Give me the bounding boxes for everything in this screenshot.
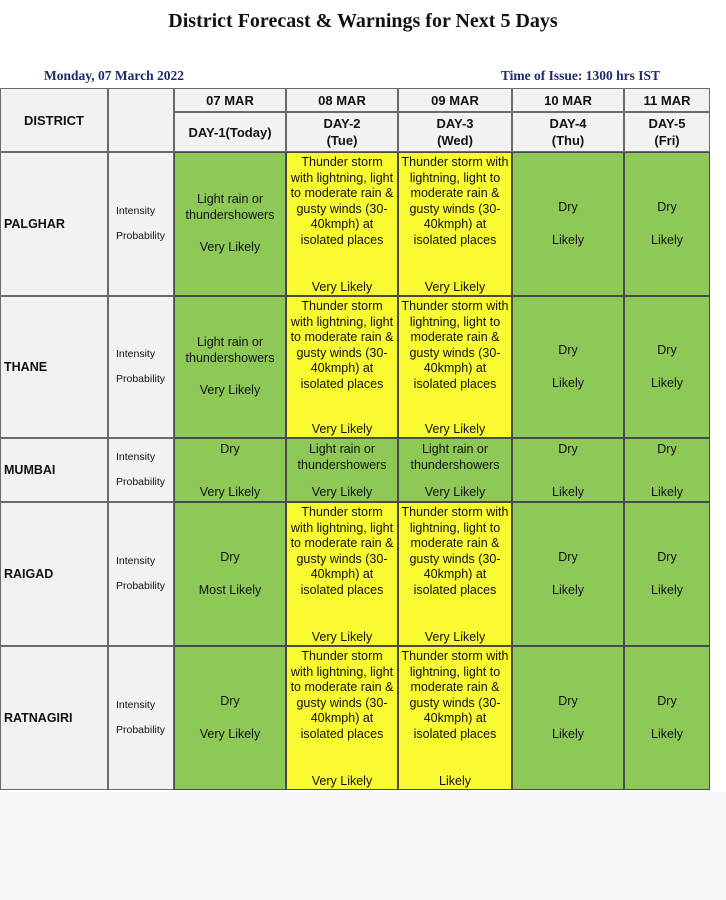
day-date-header xyxy=(624,88,710,112)
day-label: DAY-5 xyxy=(648,116,686,131)
probability-label: Probability xyxy=(116,230,166,242)
forecast-cell xyxy=(512,438,624,502)
forecast-intensity: Thunder storm with lightning, light to moderate rain & gusty winds (30-40kmph) at isolated places xyxy=(290,155,394,247)
forecast-cell xyxy=(286,438,398,502)
day-label: DAY-1(Today) xyxy=(188,124,272,140)
day-date-header xyxy=(512,88,624,112)
forecast-cell xyxy=(174,646,286,790)
forecast-probability: Very Likely xyxy=(311,484,373,499)
day-date: 11 MAR xyxy=(643,92,691,108)
forecast-cell xyxy=(286,502,398,646)
day-date: 08 MAR xyxy=(318,92,366,108)
intensity-label: Intensity xyxy=(116,205,156,217)
day-name-header xyxy=(286,112,398,152)
day-weekday: (Thu) xyxy=(551,133,585,148)
forecast-intensity: Dry xyxy=(220,550,240,564)
forecast-cell xyxy=(174,296,286,438)
day-name-header xyxy=(174,112,286,152)
forecast-cell xyxy=(398,152,512,296)
forecast-probability: Very Likely xyxy=(311,422,373,436)
forecast-intensity: Thunder storm with lightning, light to moderate rain & gusty winds (30-40kmph) at isolated places xyxy=(401,649,509,741)
forecast-intensity: Dry xyxy=(657,442,677,456)
issue-time: Time of Issue: 1300 hrs IST xyxy=(500,68,660,83)
forecast-probability: Likely xyxy=(552,375,584,390)
forecast-probability: Likely xyxy=(552,484,584,499)
day-date: 10 MAR xyxy=(544,92,592,108)
district-name-cell xyxy=(0,296,108,438)
day-name-header xyxy=(512,112,624,152)
forecast-cell xyxy=(512,296,624,438)
forecast-cell xyxy=(174,438,286,502)
issue-date: Monday, 07 March 2022 xyxy=(44,68,185,83)
forecast-cell xyxy=(512,152,624,296)
forecast-cell xyxy=(398,502,512,646)
district-name: PALGHAR xyxy=(4,217,65,231)
district-name: RAIGAD xyxy=(4,567,54,581)
district-name: THANE xyxy=(4,360,48,374)
forecast-intensity: Light rain or thundershowers xyxy=(185,335,275,365)
forecast-probability: Most Likely xyxy=(198,582,262,597)
forecast-intensity: Dry xyxy=(220,694,240,708)
forecast-cell xyxy=(624,502,710,646)
intensity-label: Intensity xyxy=(116,348,156,360)
forecast-probability: Very Likely xyxy=(199,484,261,499)
forecast-probability: Likely xyxy=(651,375,683,390)
page-title: District Forecast & Warnings for Next 5 Days xyxy=(168,10,558,32)
district-name-cell xyxy=(0,502,108,646)
forecast-intensity: Dry xyxy=(657,694,677,708)
probability-label: Probability xyxy=(116,476,166,488)
forecast-intensity: Dry xyxy=(657,550,677,564)
forecast-probability: Very Likely xyxy=(199,383,261,398)
intensity-probability-labels xyxy=(108,296,174,438)
forecast-probability: Likely xyxy=(651,232,683,247)
district-name-cell xyxy=(0,438,108,502)
forecast-probability: Very Likely xyxy=(424,484,486,499)
day-date-header xyxy=(398,88,512,112)
forecast-probability: Likely xyxy=(651,582,683,597)
district-name-cell xyxy=(0,646,108,790)
forecast-probability: Very Likely xyxy=(311,774,373,788)
forecast-intensity: Light rain or thundershowers xyxy=(185,192,275,222)
forecast-probability: Very Likely xyxy=(199,726,261,741)
intensity-label: Intensity xyxy=(116,555,156,567)
forecast-intensity: Dry xyxy=(558,442,578,456)
forecast-cell xyxy=(286,296,398,438)
district-header xyxy=(0,88,108,152)
forecast-probability: Likely xyxy=(552,232,584,247)
district-name: MUMBAI xyxy=(4,463,56,477)
forecast-intensity: Light rain or thundershowers xyxy=(297,442,387,472)
forecast-probability: Very Likely xyxy=(311,280,373,294)
intensity-probability-labels xyxy=(108,152,174,296)
label-column-header xyxy=(108,88,174,152)
forecast-probability: Likely xyxy=(439,774,471,788)
forecast-cell xyxy=(286,646,398,790)
day-date-header xyxy=(174,88,286,112)
forecast-probability: Very Likely xyxy=(311,630,373,644)
district-name: RATNAGIRI xyxy=(4,711,73,725)
day-weekday: (Fri) xyxy=(654,133,680,148)
day-weekday: (Wed) xyxy=(437,133,473,148)
day-name-header xyxy=(624,112,710,152)
forecast-cell xyxy=(286,152,398,296)
day-name-header xyxy=(398,112,512,152)
forecast-intensity: Thunder storm with lightning, light to moderate rain & gusty winds (30-40kmph) at isolated places xyxy=(290,299,394,391)
forecast-cell xyxy=(624,438,710,502)
intensity-probability-labels xyxy=(108,646,174,790)
forecast-intensity: Thunder storm with lightning, light to moderate rain & gusty winds (30-40kmph) at isolated places xyxy=(290,649,394,741)
intensity-probability-labels xyxy=(108,438,174,502)
forecast-cell xyxy=(398,296,512,438)
forecast-probability: Very Likely xyxy=(424,630,486,644)
day-date-header xyxy=(286,88,398,112)
day-label: DAY-4 xyxy=(549,116,587,131)
day-date: 09 MAR xyxy=(431,92,479,108)
forecast-intensity: Dry xyxy=(220,442,240,456)
forecast-intensity: Dry xyxy=(657,200,677,214)
forecast-intensity: Light rain or thundershowers xyxy=(410,442,500,472)
probability-label: Probability xyxy=(116,724,166,736)
day-weekday: (Tue) xyxy=(326,133,358,148)
forecast-intensity: Thunder storm with lightning, light to moderate rain & gusty winds (30-40kmph) at isolated places xyxy=(401,299,509,391)
forecast-intensity: Thunder storm with lightning, light to moderate rain & gusty winds (30-40kmph) at isolated places xyxy=(401,505,509,597)
district-header-label: DISTRICT xyxy=(24,112,84,128)
forecast-probability: Likely xyxy=(651,726,683,741)
forecast-probability: Likely xyxy=(552,726,584,741)
forecast-cell xyxy=(624,296,710,438)
forecast-intensity: Dry xyxy=(558,550,578,564)
district-name-cell xyxy=(0,152,108,296)
forecast-probability: Very Likely xyxy=(424,422,486,436)
forecast-intensity: Dry xyxy=(558,343,578,357)
forecast-probability: Likely xyxy=(552,582,584,597)
intensity-label: Intensity xyxy=(116,699,156,711)
day-label: DAY-2 xyxy=(323,116,361,131)
forecast-intensity: Dry xyxy=(558,694,578,708)
forecast-cell xyxy=(174,152,286,296)
forecast-intensity: Dry xyxy=(657,343,677,357)
forecast-intensity: Thunder storm with lightning, light to moderate rain & gusty winds (30-40kmph) at isolated places xyxy=(290,505,394,597)
forecast-cell xyxy=(512,646,624,790)
forecast-cell xyxy=(624,152,710,296)
forecast-intensity: Thunder storm with lightning, light to moderate rain & gusty winds (30-40kmph) at isolated places xyxy=(401,155,509,247)
day-date: 07 MAR xyxy=(206,92,254,108)
forecast-cell xyxy=(512,502,624,646)
forecast-probability: Very Likely xyxy=(424,280,486,294)
probability-label: Probability xyxy=(116,580,166,592)
probability-label: Probability xyxy=(116,373,166,385)
day-label: DAY-3 xyxy=(436,116,474,131)
forecast-cell xyxy=(398,646,512,790)
intensity-label: Intensity xyxy=(116,451,156,463)
intensity-probability-labels xyxy=(108,502,174,646)
forecast-cell xyxy=(174,502,286,646)
forecast-intensity: Dry xyxy=(558,200,578,214)
forecast-probability: Very Likely xyxy=(199,240,261,255)
forecast-probability: Likely xyxy=(651,484,683,499)
forecast-cell xyxy=(624,646,710,790)
forecast-cell xyxy=(398,438,512,502)
